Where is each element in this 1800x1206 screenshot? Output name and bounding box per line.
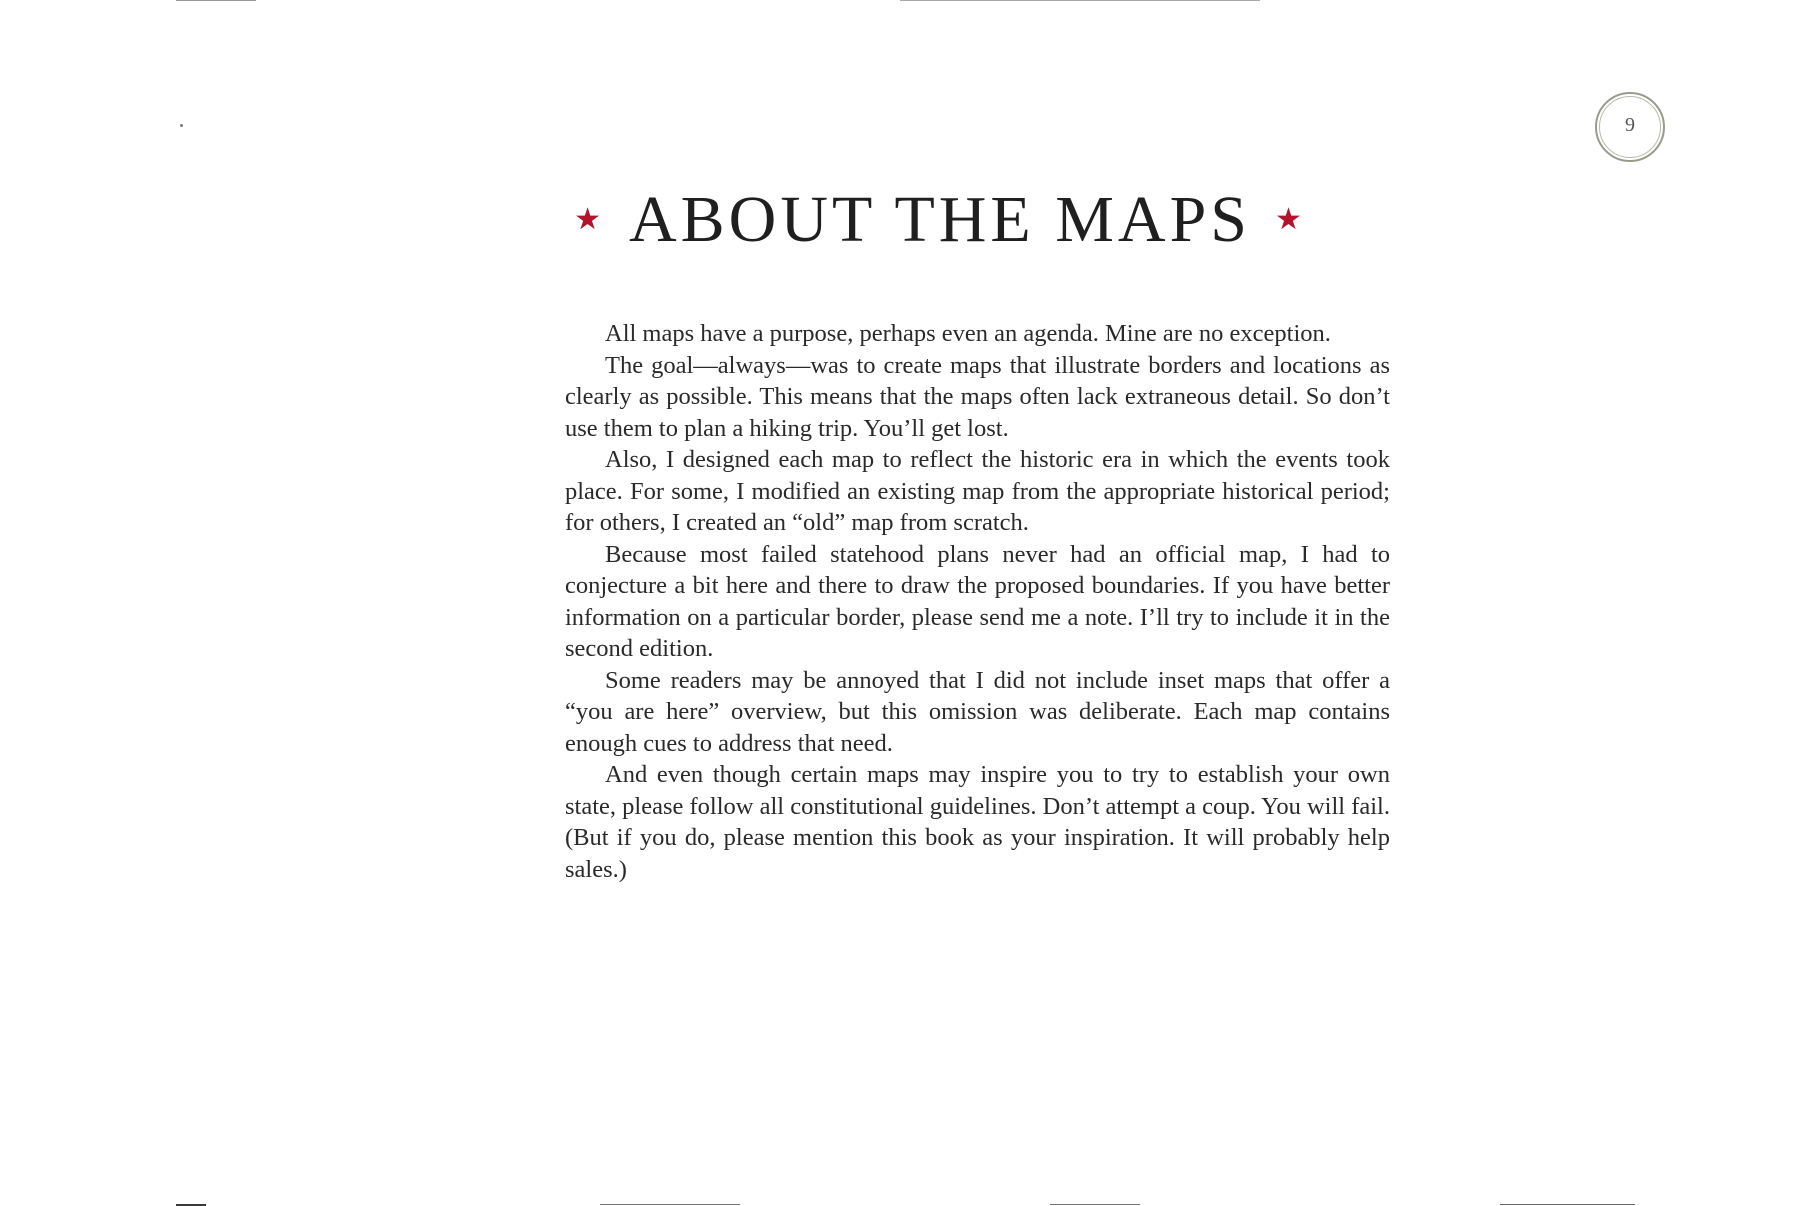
star-icon: ★ xyxy=(574,202,605,236)
scan-edge-bottom-middle xyxy=(1050,1204,1140,1205)
paragraph: All maps have a purpose, perhaps even an agenda. Mine are no exception. xyxy=(605,320,1331,347)
scan-speck xyxy=(180,124,183,127)
paragraph: Because most failed statehood plans never had an official map, I had to conjecture a bit here and there to draw the proposed boundaries. If you have better information on a particular border, please send me a note. I’ll try to include it in the second edition. xyxy=(565,540,1390,662)
page-number-tab xyxy=(1595,88,1635,168)
page-title-text: ABOUT THE MAPS xyxy=(629,183,1251,256)
paragraph: Also, I designed each map to reflect the historic era in which the events took place. For some, I modified an existing map from the appropriate historical period; for others, I created an “old” map from scratch. xyxy=(565,446,1390,536)
scan-edge-top-middle xyxy=(900,0,1260,1)
body-text xyxy=(565,318,1390,885)
paragraph: Some readers may be annoyed that I did not include inset maps that offer a “you are here” overview, but this omission was deliberate. Each map contains enough cues to address that need. xyxy=(565,666,1390,757)
star-icon: ★ xyxy=(1275,202,1306,236)
page-title xyxy=(560,180,1320,266)
scan-edge-bottom-right xyxy=(1500,1204,1635,1205)
page-number: 9 xyxy=(1625,114,1635,136)
scan-edge-bottom-middle xyxy=(600,1204,740,1205)
paragraph: The goal—always—was to create maps that illustrate borders and locations as clearly as possible. This means that the maps often lack extraneous detail. So don’t use them to plan a hiking trip. You’ll get lost. xyxy=(565,351,1390,442)
scan-edge-top-left xyxy=(176,0,256,1)
paragraph: And even though certain maps may inspire you to try to establish your own state, please follow all constitutional guidelines. Don’t attempt a coup. You will fail. (But if you do, please mention this book as your inspiration. It will probably help sales.) xyxy=(565,761,1390,883)
